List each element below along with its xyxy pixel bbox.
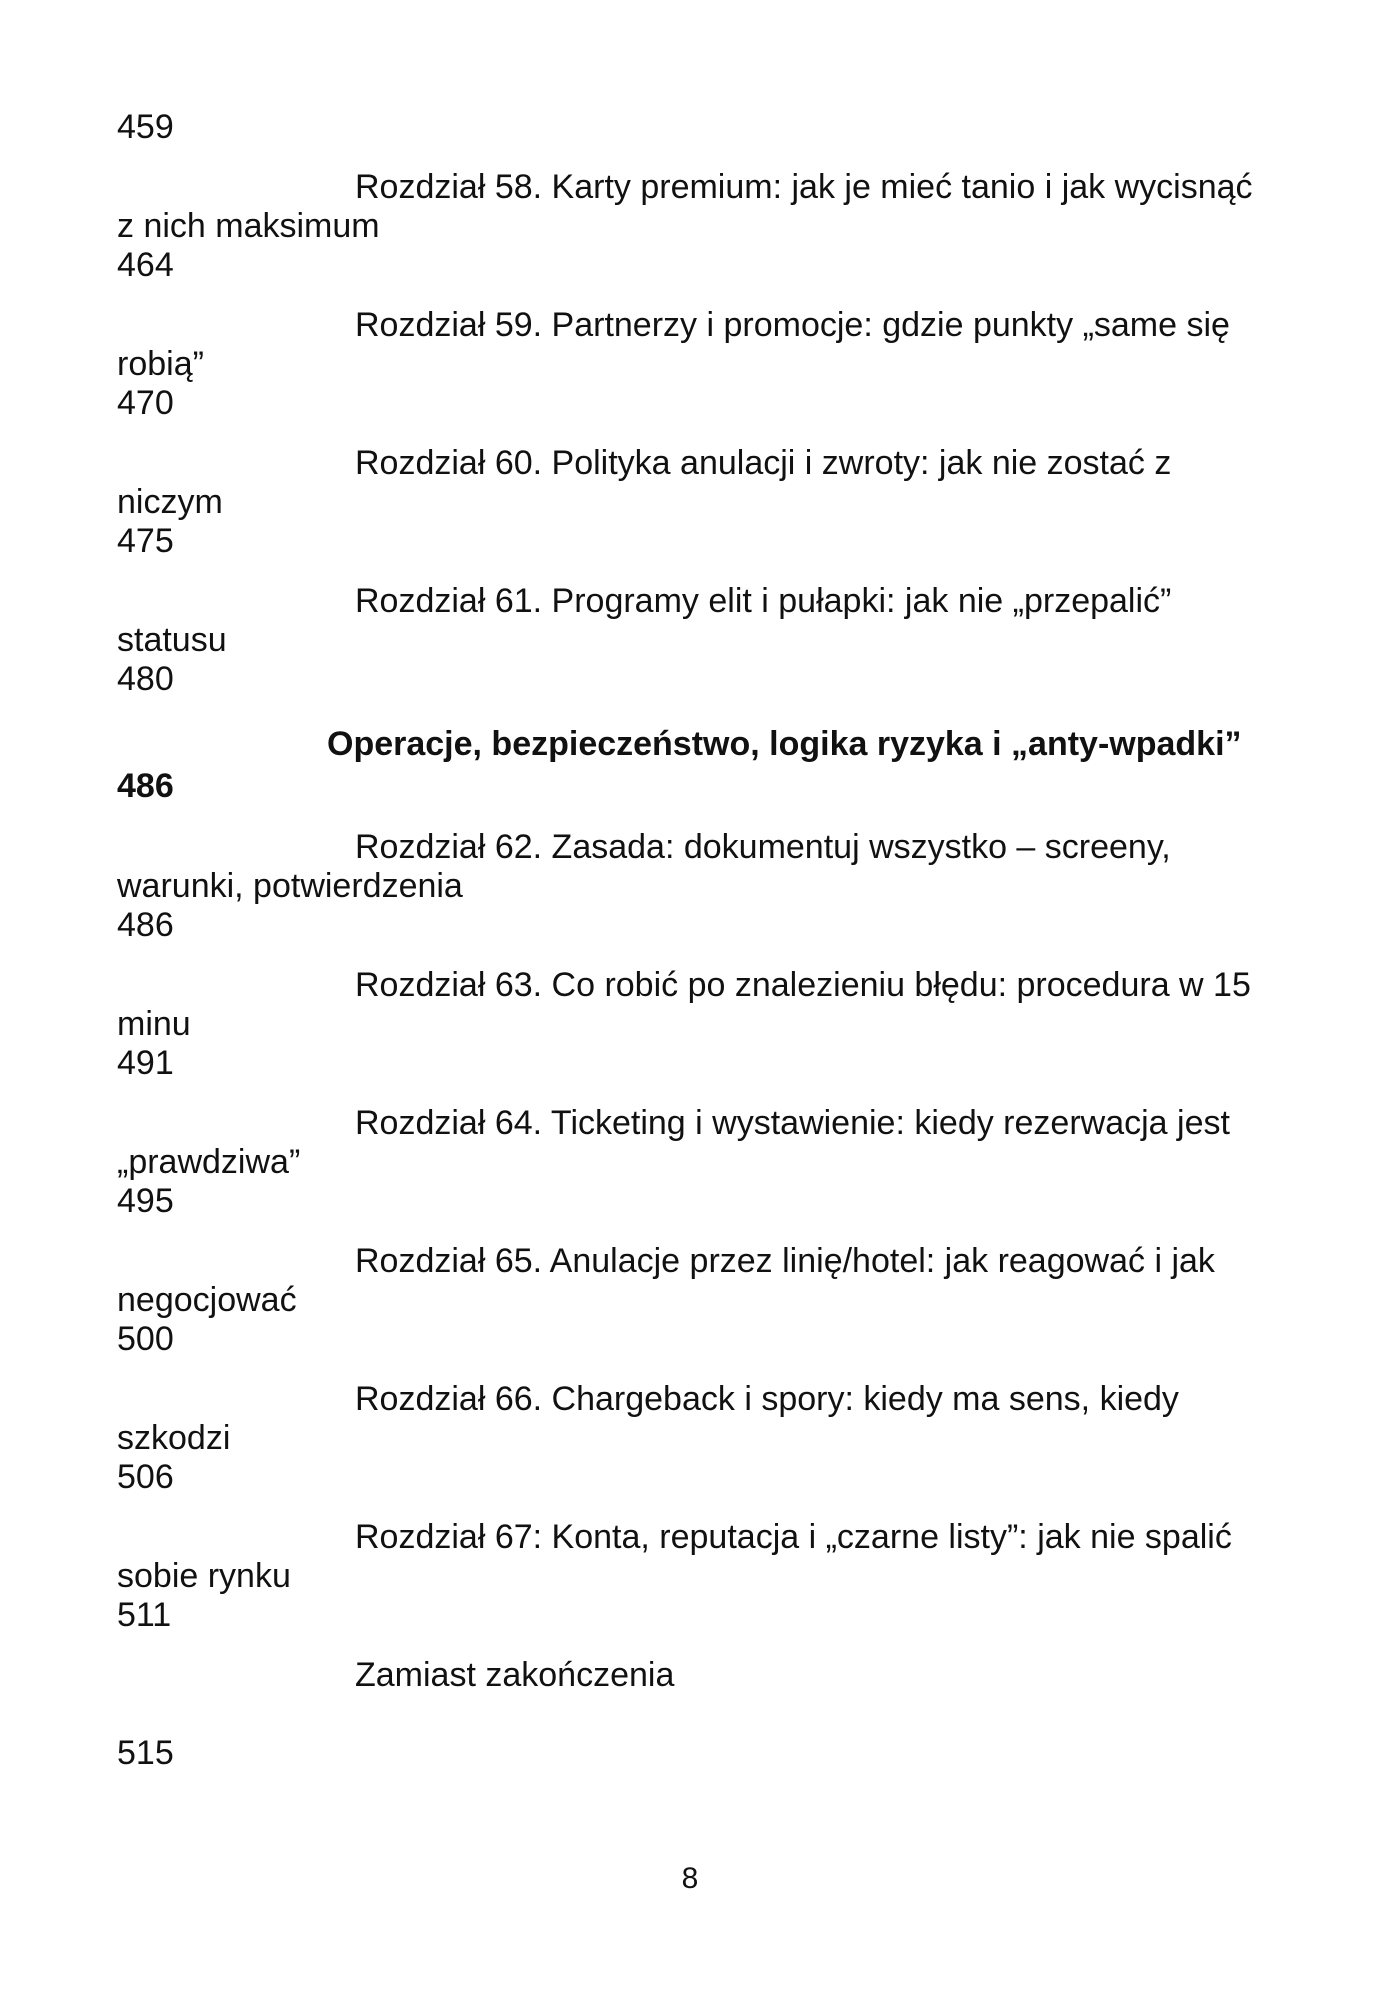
toc-entry-ch63 [117,966,1267,1083]
toc-section-page: 486 [117,767,174,805]
toc-entry-title: Rozdział 62. Zasada: dokumentuj wszystko – screeny, warunki, potwierdzenia [117,828,1171,905]
toc-entry-title: Rozdział 59. Partnerzy i promocje: gdzie punkty „same się robią” [117,306,1230,383]
toc-entry-title: Rozdział 58. Karty premium: jak je mieć tanio i jak wycisnąć z nich maksimum [117,168,1253,245]
page-number: 8 [681,1862,699,1895]
toc-entry-ch60 [117,444,1267,561]
table-of-contents [117,108,1267,1773]
toc-entry-title: Rozdział 63. Co robić po znalezieniu błędu: procedura w 15 minu [117,966,1251,1043]
toc-entry-title: Rozdział 67: Konta, reputacja i „czarne listy”: jak nie spalić sobie rynku [117,1518,1232,1595]
toc-entry-title: Zamiast zakończenia [355,1656,675,1694]
toc-entry-ch59 [117,306,1267,423]
toc-entry-page: 480 [117,660,174,698]
toc-entry-page: 495 [117,1182,174,1220]
toc-entry-page: 464 [117,246,174,284]
toc-entry-title: Rozdział 60. Polityka anulacji i zwroty: jak nie zostać z niczym [117,444,1172,521]
toc-entry-page: 470 [117,384,174,422]
toc-leading-page-number: 459 [117,108,174,146]
toc-entry-title: Rozdział 66. Chargeback i spory: kiedy ma sens, kiedy szkodzi [117,1380,1179,1457]
toc-entry-page: 506 [117,1458,174,1496]
toc-entry-page: 515 [117,1734,174,1772]
toc-entry-title: Rozdział 65. Anulacje przez linię/hotel: jak reagować i jak negocjować [117,1242,1215,1319]
toc-entry-ch62 [117,828,1267,945]
toc-entry-conclusion [117,1656,1267,1773]
toc-section-heading [117,723,1267,807]
toc-entry-ch67 [117,1518,1267,1635]
toc-entry-page: 511 [117,1596,172,1634]
toc-section-title: Operacje, bezpieczeństwo, logika ryzyka i „anty-wpadki” [327,725,1242,763]
toc-entry-ch64 [117,1104,1267,1221]
toc-entry-page: 486 [117,906,174,944]
toc-entry-title: Rozdział 61. Programy elit i pułapki: jak nie „przepalić” statusu [117,582,1172,659]
toc-entry-page: 475 [117,522,174,560]
toc-entry-title: Rozdział 64. Ticketing i wystawienie: kiedy rezerwacja jest „prawdziwa” [117,1104,1230,1181]
toc-entry-page: 491 [117,1044,174,1082]
toc-entry-ch65 [117,1242,1267,1359]
toc-entry-page: 500 [117,1320,174,1358]
toc-entry-ch61 [117,582,1267,699]
toc-entry-ch58 [117,168,1267,285]
toc-entry-ch66 [117,1380,1267,1497]
